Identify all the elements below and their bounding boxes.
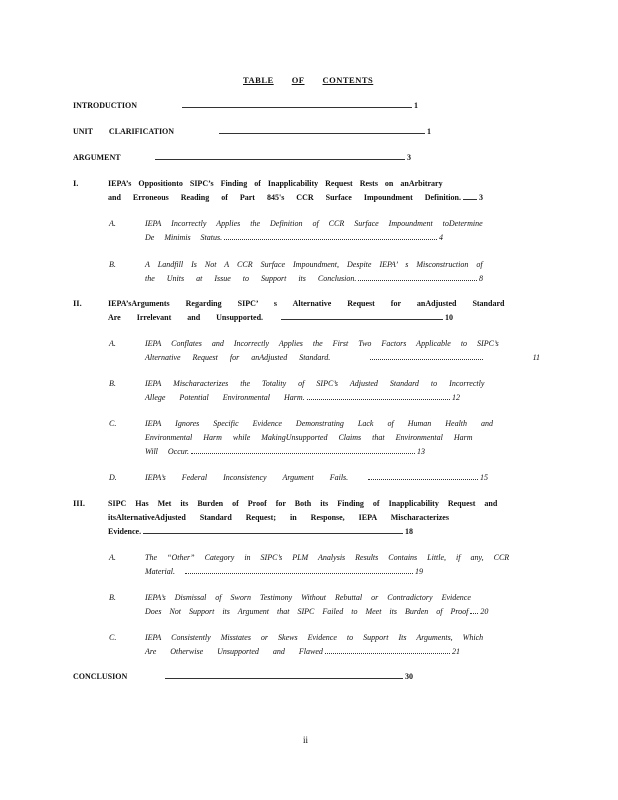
title-word: OF <box>291 75 305 85</box>
entry-line: Will Occur. <box>145 447 189 456</box>
section-number: I. <box>73 178 79 188</box>
title-word: CONTENTS <box>322 75 374 85</box>
toc-entry-i-b[interactable] <box>145 258 540 286</box>
entry-label: INTRODUCTION <box>73 101 138 110</box>
entry-line: IEPA’s Oppositionto SIPC’s Finding of Inapplicability Request Rests on anArbitrary <box>108 179 443 188</box>
entry-page: 12 <box>452 393 460 402</box>
entry-page: 11 <box>532 353 540 362</box>
toc-entry-ii-a[interactable] <box>145 337 540 365</box>
entry-line: IEPA Mischaracterizes the Totality of SIPC’s Adjusted Standard to Incorrectly <box>145 379 485 388</box>
section-number: III. <box>73 498 86 508</box>
sub-letter: B. <box>109 593 116 602</box>
entry-line: IEPA Conflates and Incorrectly Applies the First Two Factors Applicable to SIPC’s <box>145 339 499 348</box>
toc-entry-ii-b[interactable] <box>145 377 530 405</box>
entry-label: UNIT CLARIFICATION <box>73 127 175 136</box>
sub-letter: C. <box>109 633 117 642</box>
entry-page: 10 <box>445 313 453 322</box>
entry-line: IEPA’sArguments Regarding SIPC’ s Alternative Request for anAdjusted Standard <box>108 299 505 308</box>
entry-page: 15 <box>480 473 488 482</box>
title-word: TABLE <box>243 75 274 85</box>
entry-line: SIPC Has Met its Burden of Proof for Both its Finding of Inapplicability Request and <box>108 499 498 508</box>
entry-page: 3 <box>407 153 411 162</box>
entry-line: Alternative Request for anAdjusted Standard. <box>145 353 331 362</box>
entry-line: Material. <box>145 567 175 576</box>
entry-line: and Erroneous Reading of Part 845's CCR Surface Impoundment Definition. <box>108 193 461 202</box>
sub-letter: C. <box>109 419 117 428</box>
entry-label: CONCLUSION <box>73 672 128 681</box>
entry-line: itsAlternativeAdjusted Standard Request; in Response, IEPA Mischaracterizes <box>108 513 449 522</box>
entry-page: 1 <box>427 127 431 136</box>
toc-entry-section-iii[interactable] <box>108 497 536 539</box>
entry-line: Environmental Harm while MakingUnsupported Claims that Environmental Harm <box>145 433 473 442</box>
sub-letter: B. <box>109 260 116 269</box>
entry-page: 21 <box>452 647 460 656</box>
section-number: II. <box>73 298 82 308</box>
sub-letter: A. <box>109 339 116 348</box>
toc-entry-i-a[interactable] <box>145 217 520 245</box>
sub-letter: A. <box>109 553 116 562</box>
page-number: ii <box>303 735 309 745</box>
entry-line: Allege Potential Environmental Harm. <box>145 393 305 402</box>
entry-line: Are Otherwise Unsupported and Flawed <box>145 647 323 656</box>
sub-letter: A. <box>109 219 116 228</box>
toc-entry-argument[interactable] <box>73 151 411 165</box>
entry-line: Evidence. <box>108 527 142 536</box>
toc-entry-iii-b[interactable] <box>145 591 533 619</box>
entry-line: IEPA’s Federal Inconsistency Argument Fails. <box>145 473 349 482</box>
entry-page: 1 <box>414 101 418 110</box>
entry-page: 18 <box>405 527 413 536</box>
toc-entry-section-ii[interactable] <box>108 297 533 325</box>
sub-letter: B. <box>109 379 116 388</box>
toc-title <box>243 75 391 85</box>
toc-entry-ii-d[interactable] <box>145 471 488 485</box>
entry-line: IEPA Incorrectly Applies the Definition of CCR Surface Impoundment toDetermine <box>145 219 483 228</box>
entry-line: The “Other” Category in SIPC’s PLM Analysis Results Contains Little, if any, CCR <box>145 553 510 562</box>
entry-line: IEPA Ignores Specific Evidence Demonstrating Lack of Human Health and <box>145 419 494 428</box>
toc-entry-iii-c[interactable] <box>145 631 535 659</box>
toc-entry-introduction[interactable] <box>73 99 418 113</box>
entry-page: 8 <box>479 274 483 283</box>
entry-line: the Units at Issue to Support its Conclusion. <box>145 274 357 283</box>
entry-line: Does Not Support its Argument that SIPC Failed to Meet its Burden of Proof <box>145 607 469 616</box>
entry-line: De Minimis Status. <box>145 233 223 242</box>
entry-line: Are Irrelevant and Unsupported. <box>108 313 264 322</box>
entry-label: ARGUMENT <box>73 153 121 162</box>
entry-page: 20 <box>480 607 489 616</box>
entry-page: 4 <box>439 233 443 242</box>
toc-entry-ii-c[interactable] <box>145 417 540 459</box>
entry-page: 3 <box>478 193 483 202</box>
entry-page: 30 <box>405 672 413 681</box>
sub-letter: D. <box>109 473 117 482</box>
toc-entry-unit-clarification[interactable] <box>73 125 431 139</box>
toc-entry-iii-a[interactable] <box>145 551 540 579</box>
entry-line: A Landfill Is Not A CCR Surface Impoundment, Despite IEPA’ s Misconstruction of <box>145 260 483 269</box>
entry-line: IEPA Consistently Misstates or Skews Evidence to Support Its Arguments, Which <box>145 633 484 642</box>
entry-page: 19 <box>415 567 423 576</box>
toc-entry-section-i[interactable] <box>108 177 533 205</box>
toc-entry-conclusion[interactable] <box>73 670 413 684</box>
entry-line: IEPA’s Dismissal of Sworn Testimony Without Rebuttal or Contradictory Evidence <box>145 593 471 602</box>
entry-page: 13 <box>417 447 425 456</box>
